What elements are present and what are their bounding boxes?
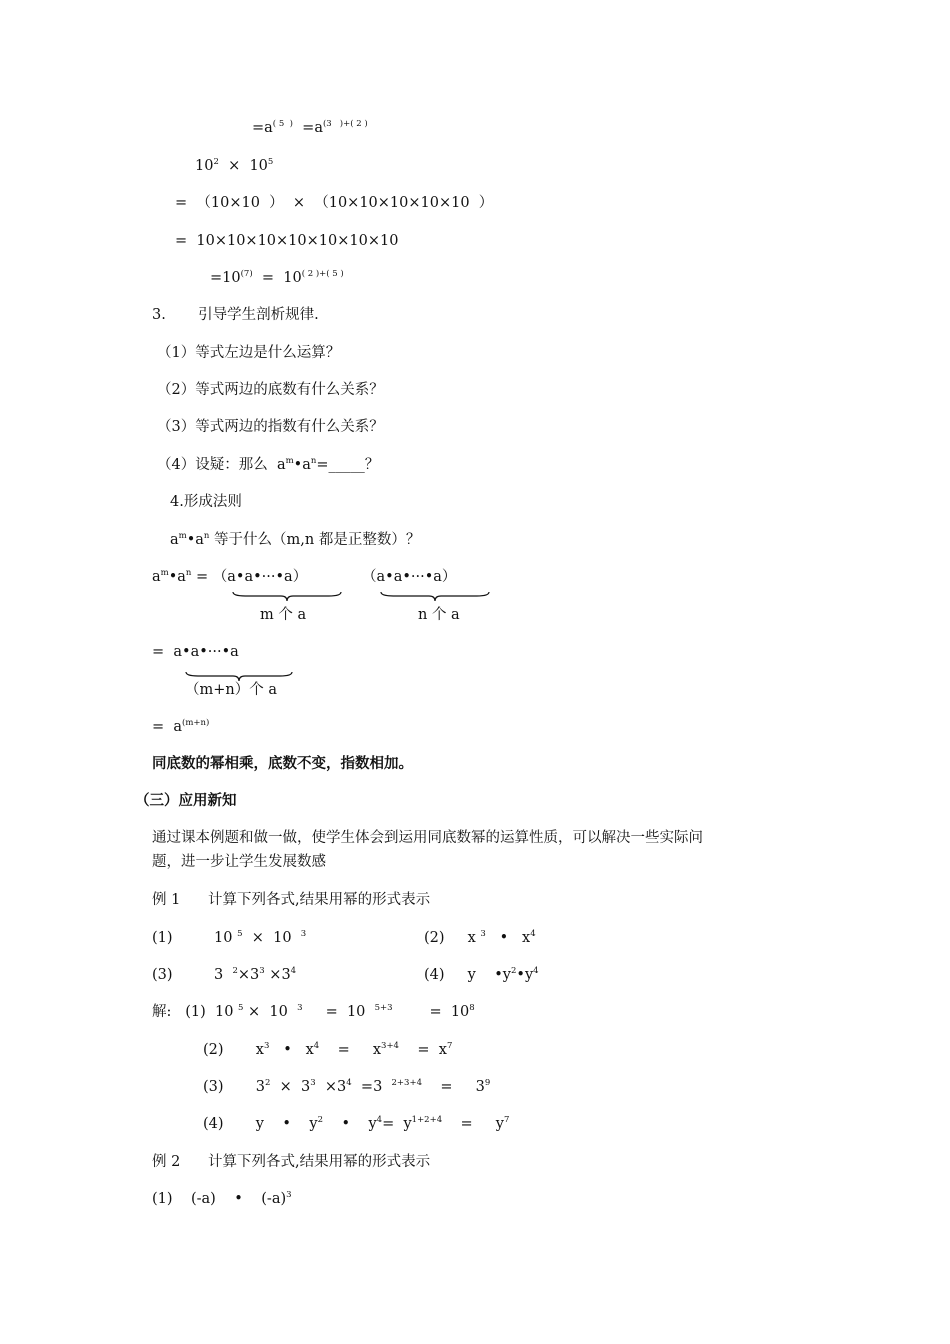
text-segment: （4）设疑：那么 a (157, 457, 286, 473)
exponent: n (185, 568, 192, 578)
text-segment: = 3 (421, 1079, 485, 1095)
text-line (185, 681, 277, 699)
text-segment: •a (186, 532, 204, 548)
exponent: 8 (469, 1003, 475, 1013)
text-segment: •a (168, 569, 186, 585)
text-segment: 题，进一步让学生发展数感 (152, 854, 326, 870)
text-line (170, 531, 420, 549)
text-segment: 通过课本例题和做一做，使学生体会到运用同底数幂的运算性质，可以解决一些实际问 (152, 830, 703, 846)
text-segment: =a (292, 120, 323, 136)
exponent: 7 (446, 1041, 453, 1051)
exponent: ( 5 ) (272, 119, 293, 129)
text-line (170, 493, 242, 511)
text-line (418, 606, 460, 624)
text-segment: =_____？ (316, 457, 380, 473)
exponent: 3 (297, 1003, 303, 1013)
text-segment: （三）应用新知 (135, 793, 237, 809)
exponent: 3 (259, 966, 265, 976)
exponent: 7 (503, 1115, 510, 1125)
text-segment: = （a•a•···•a） (191, 569, 308, 585)
text-segment: 例 1 计算下列各式,结果用幂的形式表示 (152, 892, 431, 908)
exponent: n (310, 456, 317, 466)
text-line (424, 929, 536, 947)
text-line (424, 966, 539, 984)
text-segment: = 10 (252, 270, 302, 286)
text-line (175, 232, 398, 250)
text-segment: ×3 (237, 967, 260, 983)
text-segment: （m+n）个 a (185, 682, 277, 698)
text-segment: 解: (1) 10 (152, 1004, 239, 1020)
exponent: 2 (213, 157, 219, 167)
exponent: 5 (238, 1003, 244, 1013)
text-line (157, 418, 384, 436)
exponent: 4 (313, 1041, 320, 1051)
text-segment: 3. 引导学生剖析规律. (152, 307, 319, 323)
exponent: 3+4 (381, 1041, 399, 1051)
heading-line (135, 792, 237, 810)
exponent: 5 (237, 929, 243, 939)
text-segment: (2) x (424, 930, 481, 946)
exponent: m (178, 531, 187, 541)
text-line (203, 1078, 490, 1096)
text-segment: （2）等式两边的底数有什么关系？ (157, 382, 384, 398)
text-segment: （a•a•···•a） (362, 569, 457, 585)
exponent: 4 (376, 1115, 383, 1125)
underbrace-m (232, 591, 342, 601)
text-segment: • x (485, 930, 531, 946)
exponent: 3 (286, 1190, 292, 1200)
text-segment: a (152, 569, 161, 585)
text-segment: 等于什么（m,n 都是正整数）？ (209, 532, 421, 548)
text-segment: (4) y • y (203, 1116, 318, 1132)
text-segment: = y (382, 1116, 412, 1132)
exponent: 5 (267, 157, 274, 167)
text-line (210, 269, 344, 287)
text-segment: （1）等式左边是什么运算？ (157, 345, 341, 361)
text-line (152, 829, 703, 847)
exponent: 5+3 (374, 1003, 393, 1013)
text-segment: •a (293, 457, 311, 473)
text-line (157, 456, 379, 474)
text-line (152, 306, 319, 324)
exponent: (3 )+( 2 ) (322, 119, 368, 129)
text-segment: = x (398, 1042, 447, 1058)
text-line (152, 568, 307, 586)
text-segment: 10 (195, 158, 214, 174)
text-segment: = （10×10 ） × （10×10×10×10×10 ） (175, 195, 494, 211)
text-segment: ×3 (315, 1079, 347, 1095)
text-segment: 4.形成法则 (170, 494, 242, 510)
text-line (203, 1115, 509, 1133)
text-segment: = a•a•···•a (152, 644, 239, 660)
exponent: 4 (346, 1078, 352, 1088)
exponent: 2 (232, 966, 238, 976)
exponent: 4 (533, 966, 539, 976)
text-line (260, 606, 306, 624)
text-line (152, 1153, 430, 1171)
exponent: 2 (265, 1078, 271, 1088)
exponent: m (285, 456, 294, 466)
text-segment: 例 2 计算下列各式,结果用幂的形式表示 (152, 1154, 431, 1170)
exponent: m (160, 568, 169, 578)
exponent: 4 (290, 966, 297, 976)
text-segment: =3 (351, 1079, 392, 1095)
exponent: 2 (317, 1115, 324, 1125)
exponent: (m+n) (182, 718, 210, 728)
text-segment: =a (252, 120, 273, 136)
text-line (252, 119, 368, 137)
exponent: 2 (510, 966, 517, 976)
text-segment: = y (442, 1116, 504, 1132)
text-segment: • y (323, 1116, 377, 1132)
text-line (152, 718, 209, 736)
text-segment: •y (516, 967, 534, 983)
exponent: 3 (300, 929, 307, 939)
text-line (152, 891, 430, 909)
exponent: ( 2 )+( 5 ) (301, 269, 344, 279)
exponent: 1+2+4 (411, 1115, 443, 1125)
text-segment: × 3 (270, 1079, 311, 1095)
exponent: 4 (530, 929, 536, 939)
text-segment: (1) (-a) • (-a) (152, 1191, 287, 1207)
text-segment: × 10 (218, 158, 268, 174)
text-segment: = 10 (302, 1004, 375, 1020)
text-segment: 同底数的幂相乘，底数不变，指数相加。 (152, 756, 413, 772)
text-line (157, 344, 340, 362)
text-line (152, 853, 326, 871)
text-line (152, 929, 306, 947)
text-segment: × 10 (242, 930, 301, 946)
heading-line (152, 755, 413, 773)
underbrace-m-plus-n (185, 671, 293, 681)
text-segment: （3）等式两边的指数有什么关系？ (157, 419, 384, 435)
text-line (152, 1190, 292, 1208)
text-line (152, 643, 239, 661)
text-line (175, 194, 493, 212)
text-segment: = x (319, 1042, 382, 1058)
exponent: 3 (310, 1078, 316, 1088)
text-line (203, 1041, 452, 1059)
text-line (152, 966, 296, 984)
text-segment: (4) y •y (424, 967, 511, 983)
text-segment: = 10 (392, 1004, 470, 1020)
text-segment: = 10×10×10×10×10×10×10 (175, 233, 399, 249)
text-segment: n 个 a (418, 607, 460, 623)
exponent: 9 (484, 1078, 491, 1088)
text-line (195, 157, 273, 175)
text-segment: =10 (210, 270, 241, 286)
text-segment: (3) 3 (203, 1079, 266, 1095)
text-segment: ×3 (264, 967, 291, 983)
text-segment: m 个 a (260, 607, 307, 623)
exponent: n (203, 531, 210, 541)
text-segment: (2) x (203, 1042, 264, 1058)
text-segment: a (170, 532, 179, 548)
exponent: 3 (480, 929, 486, 939)
text-line (157, 381, 384, 399)
text-line (152, 1003, 475, 1021)
underbrace-n (380, 591, 490, 601)
exponent: 3 (263, 1041, 270, 1051)
text-segment: (3) 3 (152, 967, 233, 983)
text-segment: (1) 10 (152, 930, 238, 946)
text-segment: • x (269, 1042, 314, 1058)
text-segment: = a (152, 719, 183, 735)
text-line (362, 568, 456, 586)
exponent: (7) (240, 269, 253, 279)
exponent: 2+3+4 (391, 1078, 422, 1088)
text-segment: × 10 (243, 1004, 298, 1020)
